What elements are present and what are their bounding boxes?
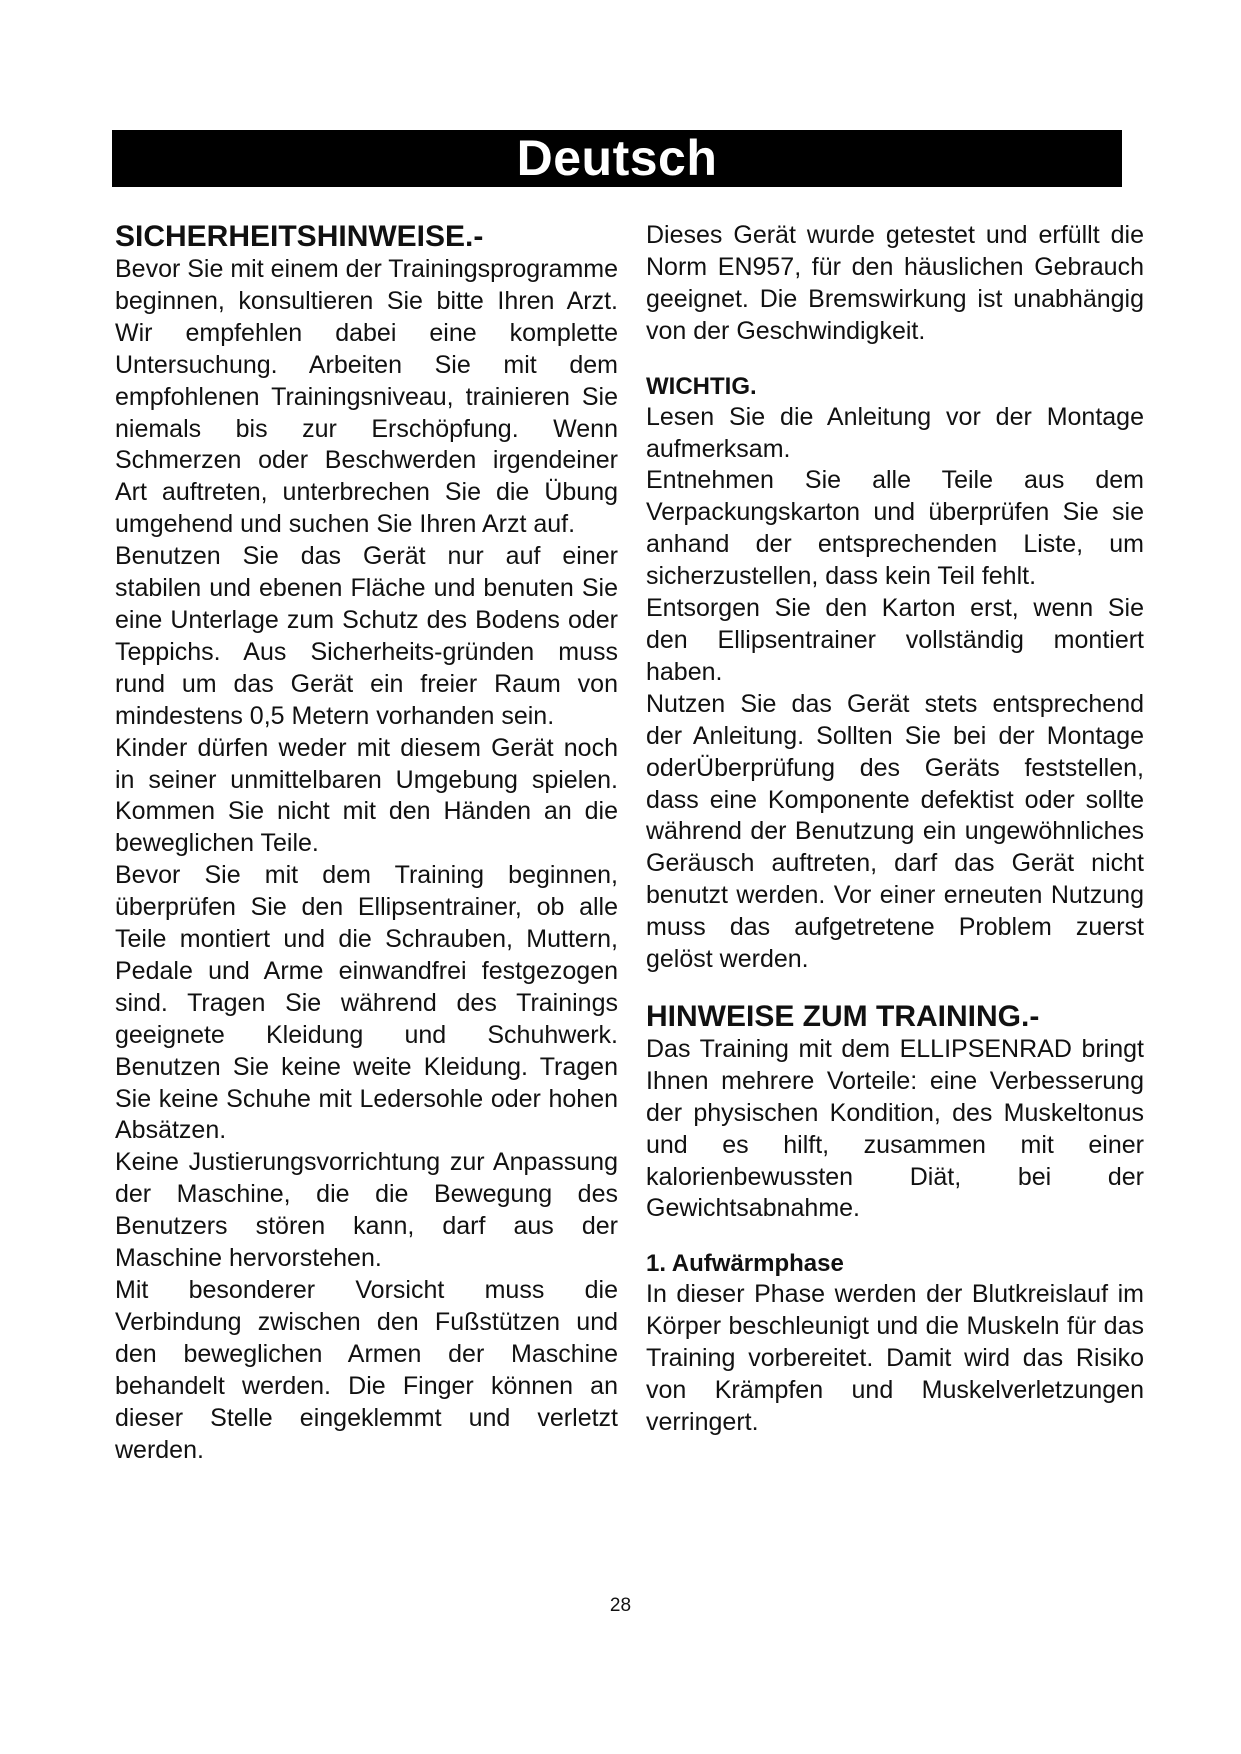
safety-paragraph-5: Keine Justierungsvorrichtung zur Anpassung der Maschine, die die Bewegung des Benutzers stören kann, darf aus der Maschine hervorstehen. [115,1148,618,1273]
important-heading: WICHTIG. [646,372,757,400]
training-paragraph: Das Training mit dem ELLIPSENRAD bringt Ihnen mehrere Vorteile: eine Verbesserung der physischen Kondition, des Muskeltonus und es hilft, zusammen mit einer kalorienbewussten Diät, bei der Gewichtsabnahme. [646,1034,1144,1223]
language-banner [112,130,1122,187]
safety-paragraph-2: Benutzen Sie das Gerät nur auf einer stabilen und ebenen Fläche und benuten Sie eine Unterlage zum Schutz des Bodens oder Teppichs. Aus Sicherheits-gründen muss rund um das Gerät ein freier Raum von mindestens 0,5 Metern vorhanden sein. [115,542,618,730]
training-heading: HINWEISE ZUM TRAINING.- [646,999,1040,1033]
important-paragraph-2: Entnehmen Sie alle Teile aus dem Verpackungskarton und überprüfen Sie sie anhand der entsprechenden Liste, um sicherzustellen, dass kein Teil fehlt. [646,466,1144,591]
warmup-paragraph: In dieser Phase werden der Blutkreislauf im Körper beschleunigt und die Muskeln für das Training vorbereitet. Damit wird das Risiko von Krämpfen und Muskelverletzungen verringert. [646,1280,1144,1436]
right-column [646,220,1144,1439]
safety-paragraph-6: Mit besonderer Vorsicht muss die Verbindung zwischen den Fußstützen und den beweglichen Armen der Maschine behandelt werden. Die Finger können an dieser Stelle eingeklemmt und verletzt werden. [115,1276,618,1464]
important-paragraph-1: Lesen Sie die Anleitung vor der Montage aufmerksam. [646,402,1144,463]
safety-paragraph-1: Bevor Sie mit einem der Trainingsprogramme beginnen, konsultieren Sie bitte Ihren Arzt. Wir empfehlen dabei eine komplette Untersuchung. Arbeiten Sie mit dem empfohlenen Trainingsniveau, trainieren Sie niemals bis zur Erschöpfung. Wenn Schmerzen oder Beschwerden irgendeiner Art auftreten, unterbrechen Sie die Übung umgehend und suchen Sie Ihren Arzt auf. [115,255,618,539]
safety-paragraph-3: Kinder dürfen weder mit diesem Gerät noch in seiner unmittelbaren Umgebung spielen. Kommen Sie nicht mit den Händen an die beweglichen Teile. [115,733,618,858]
safety-heading: SICHERHEITSHINWEISE.- [115,220,484,253]
warmup-heading: 1. Aufwärmphase [646,1250,844,1278]
important-paragraph-4: Nutzen Sie das Gerät stets entsprechend der Anleitung. Sollten Sie bei der Montage oderÜberprüfung des Geräts feststellen, dass eine Komponente defektist oder sollte während der Benutzung ein ungewöhnliches Geräusch auftreten, darf das Gerät nicht benutzt werden. Vor einer erneuten Nutzung muss das aufgetretene Problem zuerst gelöst werden. [646,689,1144,974]
important-paragraph-3: Entsorgen Sie den Karton erst, wenn Sie den Ellipsentrainer vollständig montiert haben. [646,594,1144,686]
safety-paragraph-4: Bevor Sie mit dem Training beginnen, überprüfen Sie den Ellipsentrainer, ob alle Teile montiert und die Schrauben, Muttern, Pedale und Arme einwandfrei festgezogen sind. Tragen Sie während des Trainings geeignete Kleidung und Schuhwerk. Benutzen Sie keine weite Kleidung. Tragen Sie keine Schuhe mit Ledersohle oder hohen Absätzen. [115,861,618,1145]
left-column [115,220,618,1466]
language-title: Deutsch [516,130,718,186]
page-number: 28 [609,1595,632,1616]
norm-paragraph: Dieses Gerät wurde getestet und erfüllt die Norm EN957, für den häuslichen Gebrauch geeignet. Die Bremswirkung ist unabhängig von der Geschwindigkeit. [646,221,1144,345]
